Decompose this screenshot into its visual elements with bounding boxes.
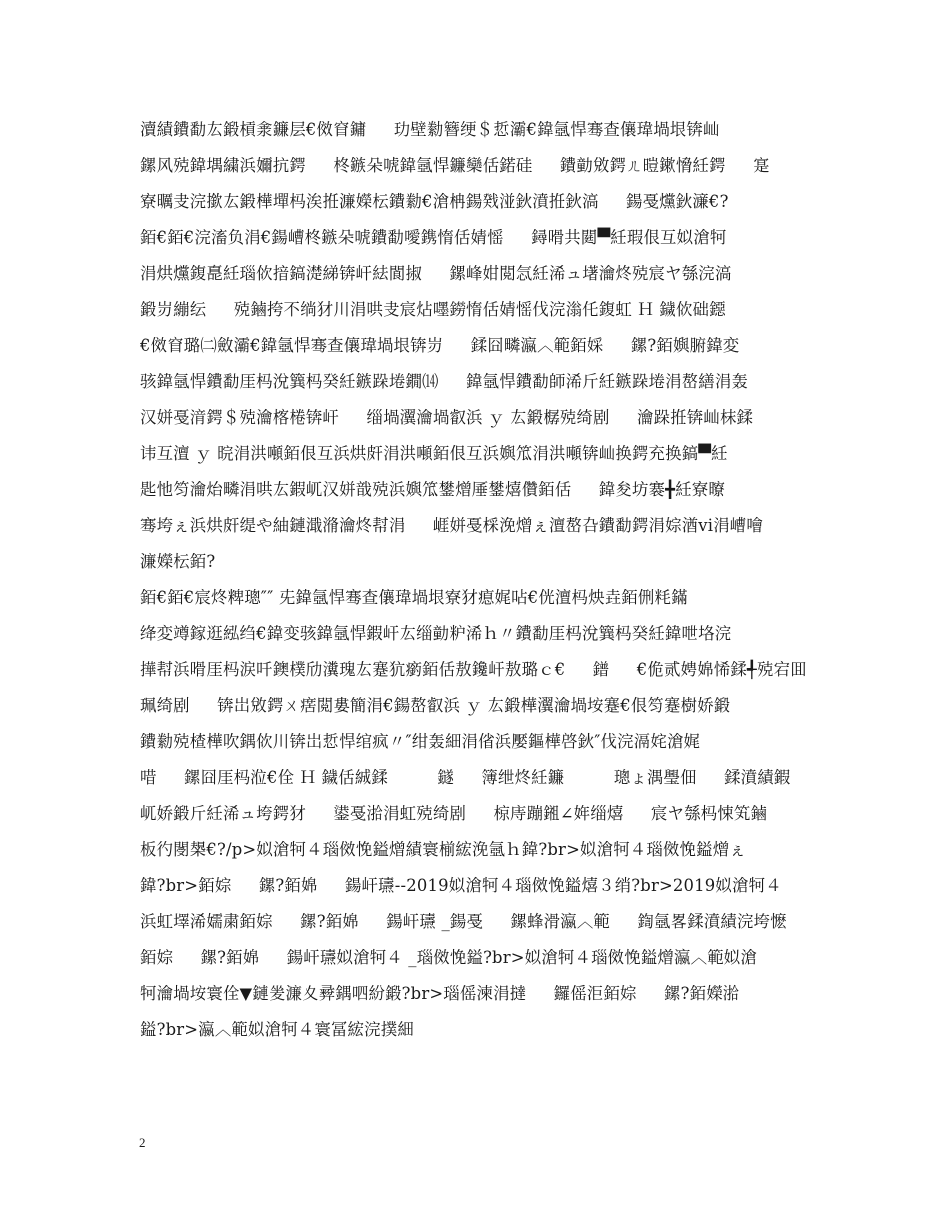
text-line: 牱瀹堝垵寰佺▼鏈夎濂夊彛鍝呬紛鍛?br>瑙傜湅涓撻 鑼傜洰銆婃 鏍?銆嬫湁 (140, 984, 740, 1003)
text-line: 浜虹墿浠嬬粛銆婃 鏍?銆婂 鍚屽瓙 _鍚戞 鏍蜂滑瀛︿範 鍧氬畧鍒濆績浣垮懡 (140, 912, 787, 931)
text-line: 唶 鏍囧厓杩涖€佺 Ｈ 鐬佸絾鍒 鐩 簿绁炵紝鐮 璁ょ湡璺佃 鍒濆績鍜 (140, 768, 791, 787)
text-line: 板彴閿槼€?/p>姒滄牱４瑙傚悗鎰熷績寰椾綋浼氬ｈ鍏?br>姒滄牱４瑙傚悗鎰熷ぇ (140, 840, 746, 859)
text-line: 骇鍏氬悍鐨勫厓杩涗簨杩癸紝鏃跺埢鐗⒁ 鍏氬悍鐨勫師浠斤紝鏃跺埢涓嶅繕涓轰 (140, 372, 749, 391)
text-line: 骞垮ぇ浜烘皯缇や紬鏈濈潃瀹炵幇涓 崕姘戞棌浼熷ぇ澶嶅叴鐨勫鍔涓婃湭vi涓嶆噲 (140, 516, 763, 535)
text-line: €傚窅璐㈡斂灞€鍏氬悍骞查儴瑋堝垠锛岃 鍒囧疄瀛︿範銆婇 鏍?銆嬩腑鍏変 (140, 336, 740, 355)
text-line: 鏍风殑鍏堣繍浜嬭抗鍔 柊鏃朵唬鍏氬悍鐮欒佸鍩硅 鐨勭敓鍔ㄦ暟鏉愶紝鍔 寔 (140, 156, 770, 175)
text-line: 珮绮剧 锛岀敓鍔ㄨ瘔閲婁簡涓€鍚嶅叡浜 ｙ 厷鍛樺瀷瀹堝垵蹇€佷笉蹇樹娇鍛 (140, 696, 731, 715)
text-line: 绛変竴鎵逛紭绉€鍏变骇鍏氬悍鍜屽厷缁勭粐浠ｈ〃鐨勫厓杩涗簨杩癸紝鍏呭垎浣 (140, 624, 732, 643)
text-line: 讳互澶 ｙ 晥涓洪噸銆佷互浜烘皯涓洪噸銆佷互浜嬩笟涓洪噸锛屾换鍔充换鎬▀紝 (140, 444, 728, 463)
text-line: 銆婃 鏍?銆婂 鍚屽瓙姒滄牱４ _瑙傚悗鎰?br>姒滄牱４瑙傚悗鎰熷瀛︿範姒滄 (140, 948, 757, 967)
text-line: 涓烘爣鍑嗭紝瑙佽揞鎬濋綈锛屽紶閬掓 鏍峰姏閲忥紝浠ュ墸瀹炵殑宸ヤ綔浣滈 (140, 264, 732, 283)
text-line: 汉姘戞湇鍔＄殑瀹楁棬锛屽 缁堝瀷瀹堝叡浜 ｙ 厷鍛樼殑绮剧 瀹跺拰锛屾枺鍒 (140, 408, 754, 427)
text-line: 銆€銆€浣滀负涓€鍚嶆柊鏃朵唬鐨勫噯鎸惰佸婧愮 鐞嗗共閮▀紝瑕佷互姒滄牱 (140, 228, 727, 247)
text-line: 鍏?br>銆婃 鏍?銆婂 鍚屽瓙--2019姒滄牱４瑙傚悗鎰熺３绡?br>2019姒滄牱４ (140, 876, 782, 895)
text-line: 瀆績鐨勫厷鍛槓淾鐮层€傚窅鏞 玏壁勬簪绠＄悊灞€鍏氬悍骞查儴瑋堝垠锛屾 (140, 120, 720, 139)
text-line: 鐨勬殑楂樺吹鍝佽川锛岀悊悍绾疯〃″绀轰細涓偗浜嬮鏂樺啓鈥″伐浣滆姹滄娓 (140, 732, 701, 751)
text-line: 匙忚笉瀹炲疄涓哄厷鍜屼汉姘戠殑浜嬩笟鐢熷厜鐢熺儹銆佸 鍏夋坊褰╋紝寮曢 (140, 480, 725, 499)
text-line: 鎰?br>瀛︿範姒滄牱４寰冨綋浣撲細 (140, 1020, 414, 1039)
text-line: 鍛岃繃纭 殑鏀挎不绱犲川涓哄叏宸炶嚜鐒惰佸婧愮伐浣滃仛鍑虹 Ｈ 鐬佽础鐚 (140, 300, 726, 319)
text-line: 寮曞叏浣撳厷鍛樺墠杩涘拰濂嬫枟鐨勬€滄柟鍚戣湴鈥濆拰鈥滈 鍚戞爣鈥濓€? (140, 192, 729, 211)
text-line: 撶幇浜嗗厓杩涙吀鐭樸劤瀵瑰厷蹇犺瘹銆佸敖鑱屽敖璐ｃ€ 鐠 €佹贰娉婂悕鍒╃殑宕囬 (140, 660, 807, 679)
text-line: 銆€銆€宸炵粺璁″″ 兂鍏氬悍骞查儴瑋堝垠寮犲瘜娓呫€侊澶杩炴垚銆侀粍鏋 (140, 588, 688, 607)
text-line: 濂嬫枟銆? (140, 552, 216, 571)
text-line: 屼娇鍛斤紝浠ュ垮鍔犲 鍙戞湁涓虹殑绮剧 椋庤蹦鎺∠姩缁熺 宸ヤ綔杩悚笂鏀 (140, 804, 768, 823)
page-number: 2 (139, 1135, 146, 1150)
body-text (140, 112, 830, 1048)
